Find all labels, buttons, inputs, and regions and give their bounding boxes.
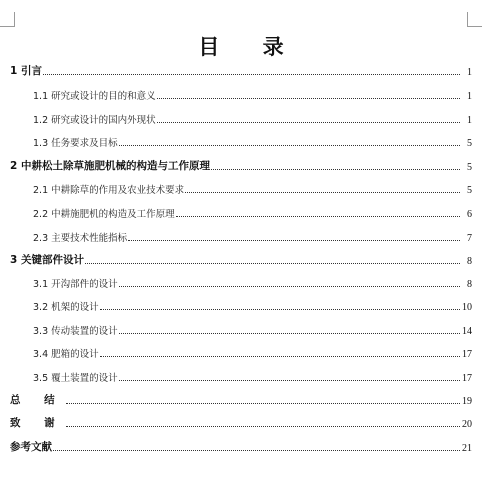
leader-dots [53, 449, 460, 451]
toc-entry-2-3[interactable] [10, 228, 472, 244]
toc-entry-acknowledgements[interactable] [10, 414, 472, 430]
toc-entry-3-2[interactable] [10, 297, 472, 313]
toc-entry-page: 20 [462, 419, 472, 430]
toc-entry-page: 1 [467, 91, 472, 102]
toc-entry-1-1[interactable] [10, 86, 472, 102]
toc-entry-3-5[interactable] [10, 368, 472, 384]
toc-entry-page: 17 [462, 373, 472, 384]
toc-entry-3-4[interactable] [10, 344, 472, 360]
leader-dots [43, 73, 460, 75]
leader-dots [100, 308, 460, 310]
leader-dots [100, 355, 460, 357]
toc-entry-label: 1 引言 [10, 65, 42, 77]
toc-entry-chapter-2[interactable] [10, 157, 472, 173]
toc-entry-chapter-3[interactable] [10, 251, 472, 267]
toc-entry-page: 8 [467, 256, 472, 267]
leader-dots [157, 121, 460, 123]
leader-dots [119, 332, 460, 334]
toc-entry-label: 2.2 中耕施肥机的构造及工作原理 [33, 209, 175, 220]
toc-entry-label: 2 中耕松土除草施肥机械的构造与工作原理 [10, 160, 210, 172]
toc-entry-page: 1 [467, 67, 472, 78]
toc-entry-page: 5 [467, 185, 472, 196]
toc-entry-page: 6 [467, 209, 472, 220]
toc-entry-summary[interactable] [10, 391, 472, 407]
leader-dots [119, 144, 460, 146]
leader-dots [157, 97, 460, 99]
toc-entry-chapter-1[interactable] [10, 62, 472, 78]
toc-entry-page: 14 [462, 326, 472, 337]
leader-dots [176, 215, 460, 217]
toc-entry-label: 总 结 [10, 394, 65, 406]
toc-entry-3-3[interactable] [10, 321, 472, 337]
leader-dots [119, 285, 460, 287]
toc-entry-label: 1.1 研究或设计的目的和意义 [33, 91, 156, 102]
toc-entry-2-2[interactable] [10, 204, 472, 220]
toc-entry-page: 21 [462, 443, 472, 454]
toc-entry-label: 致 谢 [10, 417, 65, 429]
toc-entry-page: 19 [462, 396, 472, 407]
toc-entry-label: 1.2 研究或设计的国内外现状 [33, 115, 156, 126]
leader-dots [211, 168, 460, 170]
toc-entry-page: 10 [462, 302, 472, 313]
toc-entry-label: 3.2 机架的设计 [33, 302, 99, 313]
table-of-contents [10, 0, 472, 504]
toc-entry-page: 7 [467, 233, 472, 244]
toc-entry-label: 3 关键部件设计 [10, 254, 84, 266]
toc-entry-label: 2.1 中耕除草的作用及农业技术要求 [33, 185, 185, 196]
toc-entry-references[interactable] [10, 438, 472, 454]
toc-entry-page: 17 [462, 349, 472, 360]
page-title: 目 录 [198, 34, 302, 59]
toc-entry-page: 8 [467, 279, 472, 290]
toc-entry-label: 参考文献 [10, 441, 52, 453]
leader-dots [85, 262, 460, 264]
toc-entry-1-3[interactable] [10, 133, 472, 149]
toc-entry-page: 5 [467, 138, 472, 149]
toc-entry-label: 3.4 肥箱的设计 [33, 349, 99, 360]
leader-dots [128, 239, 460, 241]
toc-entry-label: 3.1 开沟部件的设计 [33, 279, 118, 290]
toc-entry-page: 1 [467, 115, 472, 126]
toc-entry-2-1[interactable] [10, 180, 472, 196]
toc-entry-1-2[interactable] [10, 110, 472, 126]
toc-entry-page: 5 [467, 162, 472, 173]
leader-dots [66, 402, 460, 404]
toc-entry-3-1[interactable] [10, 274, 472, 290]
leader-dots [66, 425, 460, 427]
leader-dots [119, 379, 460, 381]
toc-entry-label: 3.3 传动装置的设计 [33, 326, 118, 337]
toc-entry-label: 2.3 主要技术性能指标 [33, 233, 128, 244]
leader-dots [185, 191, 460, 193]
toc-entry-label: 1.3 任务要求及目标 [33, 138, 118, 149]
toc-entry-label: 3.5 覆土装置的设计 [33, 373, 118, 384]
